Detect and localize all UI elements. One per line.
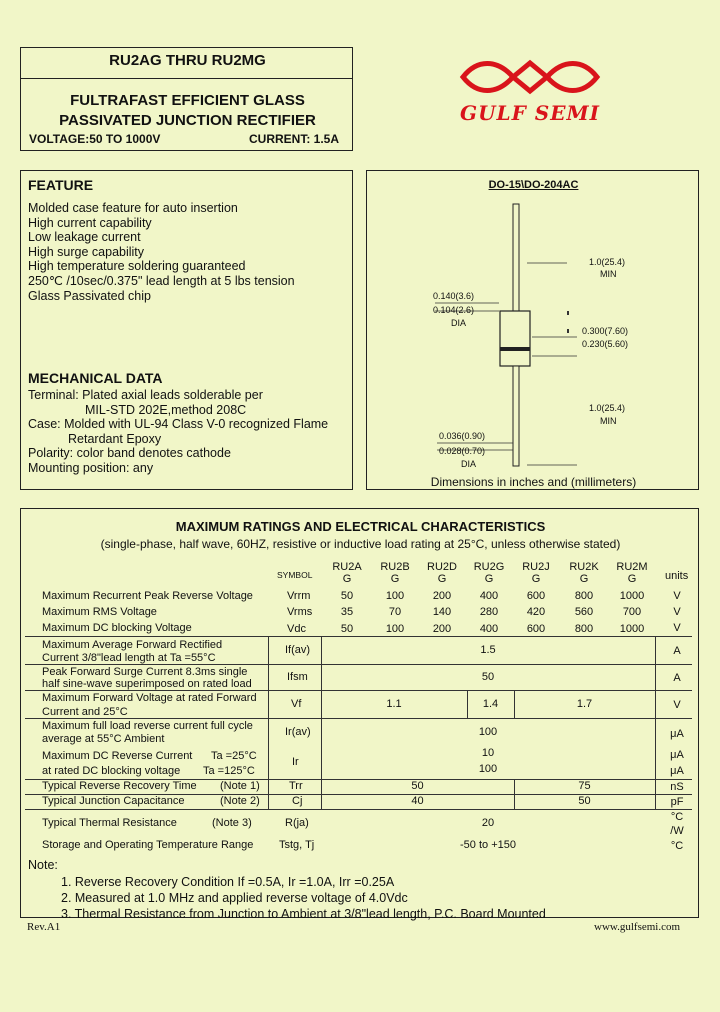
row-symbol: Cj [292,795,303,807]
row-symbol: Ir(av) [285,726,311,738]
lead-dia-max: 0.036(0.90) [439,431,486,441]
symbol-header: SYMBOL [277,570,313,580]
row-label: Peak Forward Surge Current 8.3ms single [42,666,248,678]
feature-list [28,201,295,303]
package-box [366,170,699,490]
value-cell: 200 [432,590,452,602]
part-name: RU2G [473,561,505,573]
row-condition: Ta =125°C [203,765,255,777]
value-cell: 1.4 [482,698,499,710]
dimensions-caption: Dimensions in inches and (millimeters) [430,475,637,489]
row-symbol: If(av) [285,644,311,656]
table-rule [655,636,656,809]
unit-cell: A [673,645,681,657]
part-name: RU2A [332,561,362,573]
units-header: units [665,570,689,582]
feature-item: High surge capability [28,244,145,259]
value-cell: 1.1 [386,698,402,710]
row-symbol: Vdc [287,623,306,635]
mechanical-line: Polarity: color band denotes cathode [28,446,231,461]
row-label: Maximum full load reverse current full cycle [42,720,253,732]
value-cell: 100 [385,623,405,635]
mechanical-line: MIL-STD 202E,method 208C [85,402,247,417]
row-note: (Note 1) [220,780,260,792]
lead-dia-min: 0.028(0.70) [439,446,486,456]
value-cell: 50 [340,623,354,635]
body-dia-min: 0.104(2.6) [433,305,475,315]
value-cell: 20 [481,817,495,829]
value-cell: 50 [481,671,495,683]
title-line2: PASSIVATED JUNCTION RECTIFIER [59,112,316,129]
value-cell: 140 [432,606,452,618]
table-rule [25,690,692,691]
feature-heading: FEATURE [28,177,94,193]
body-dia-label: DIA [451,318,467,328]
unit-cell: A [673,672,681,684]
row-symbol: Trr [289,780,303,792]
row-label: Maximum DC blocking Voltage [42,622,192,634]
part-header-b [373,561,417,585]
unit-cell: V [673,622,681,634]
value-cell: 600 [526,590,546,602]
value-cell: 50 [411,780,424,792]
lead-bot-length: 1.0(25.4) [589,403,626,413]
part-suffix: G [579,573,589,585]
value-cell: 100 [478,726,498,738]
unit-cell: μA [670,728,684,740]
body-len-min: 0.230(5.60) [582,339,629,349]
feature-item: High temperature soldering guaranteed [28,259,246,274]
part-header-k [562,561,606,585]
row-label: Maximum DC Reverse Current [42,750,193,762]
title-line1: FULTRAFAST EFFICIENT GLASS [70,92,305,109]
value-cell: -50 to +150 [460,839,516,851]
part-name: RU2M [616,561,648,573]
mechanical-list [28,388,328,476]
body-dia-max: 0.140(3.6) [433,291,475,301]
row-note: (Note 2) [220,795,260,807]
row-label: Typical Thermal Resistance [42,817,177,829]
value-cell: 100 [385,590,405,602]
value-cell: 700 [622,606,642,618]
note-item: 2. Measured at 1.0 MHz and applied reverse voltage of 4.0Vdc [61,891,408,905]
unit-cell: °C [670,840,684,852]
current-rating: CURRENT: 1.5A [249,132,340,146]
row-label: Maximum Average Forward Rectified [42,639,223,651]
lead-top-min: MIN [600,269,617,279]
row-symbol: Vrms [287,606,313,618]
row-label: Storage and Operating Temperature Range [42,839,254,851]
mechanical-line: Retardant Epoxy [68,431,162,446]
part-range: RU2AG THRU RU2MG [109,52,266,69]
header-box [20,47,353,151]
feature-box [20,170,353,490]
part-header-d [420,561,464,585]
row-label: at rated DC blocking voltage [42,765,181,777]
value-cell: 560 [574,606,594,618]
lead-bot-min: MIN [600,416,617,426]
part-header-a [325,561,369,585]
part-name: RU2K [569,561,599,573]
value-cell: 1000 [619,623,645,635]
feature-item: Glass Passivated chip [28,288,151,303]
header-divider [21,78,352,79]
note-item: 3. Thermal Resistance from Junction to Ambient at 3/8"lead length, P.C. Board Mounted [61,907,546,921]
value-cell: 50 [578,795,591,807]
row-symbol: Ir [292,756,299,768]
value-cell: 1.7 [576,698,593,710]
value-cell: 1000 [619,590,645,602]
value-cell: 50 [340,590,354,602]
mechanical-line: Case: Molded with UL-94 Class V-0 recognized Flame [28,417,329,432]
voltage-rating: VOLTAGE:50 TO 1000V [29,132,161,146]
table-rule [25,636,692,637]
part-name: RU2D [427,561,457,573]
unit-cell: nS [670,781,684,793]
value-cell: 400 [479,590,499,602]
gulf-semi-logo [455,55,605,130]
value-cell: 70 [388,606,402,618]
row-label: Maximum RMS Voltage [42,606,157,618]
row-symbol: R(ja) [285,817,309,829]
row-label: Typical Reverse Recovery Time [42,780,197,792]
value-cell: 800 [574,623,594,635]
part-suffix: G [437,573,447,585]
website-link[interactable]: www.gulfsemi.com [594,921,681,933]
part-header-j [514,561,558,585]
value-cell: 420 [526,606,546,618]
value-cell: 75 [578,780,591,792]
unit-cell: μA [670,765,684,777]
unit-cell: /W [670,825,684,837]
part-suffix: G [342,573,352,585]
notes-heading: Note: [28,858,58,872]
part-name: RU2B [380,561,410,573]
part-suffix: G [627,573,637,585]
row-symbol: Vrrm [287,590,311,602]
table-rule [25,664,692,665]
table-rule [25,809,692,810]
value-cell: 35 [340,606,354,618]
row-label: Current and 25°C [42,706,128,718]
ratings-subtitle: (single-phase, half wave, 60HZ, resistive or inductive load rating at 25°C, unless otherwise stated) [100,537,621,551]
part-name: RU2J [522,561,550,573]
feature-item: 250℃ /10sec/0.375" lead length at 5 lbs tension [28,273,295,288]
value-cell: 800 [574,590,594,602]
value-cell: 400 [479,623,499,635]
package-name: DO-15\DO-204AC [488,179,579,191]
lead-top-length: 1.0(25.4) [589,257,626,267]
table-rule [268,636,269,809]
part-suffix: G [484,573,494,585]
feature-item: Molded case feature for auto insertion [28,201,238,215]
row-symbol: Tstg, Tj [279,839,315,851]
value-cell: 1.5 [480,644,496,656]
part-header-m [610,561,654,585]
ratings-title: MAXIMUM RATINGS AND ELECTRICAL CHARACTERISTICS [175,519,546,534]
body-len-max: 0.300(7.60) [582,326,629,336]
part-suffix: G [531,573,541,585]
row-note: (Note 3) [212,817,252,829]
mechanical-line: Mounting position: any [28,460,154,475]
feature-item: High current capability [28,215,152,230]
value-cell: 100 [478,763,498,775]
table-rule [25,718,692,719]
unit-cell: V [673,606,681,618]
value-cell: 600 [526,623,546,635]
row-label: half sine-wave superimposed on rated load [42,678,252,690]
diode-outline-drawing [367,171,698,489]
value-cell: 200 [432,623,452,635]
row-label: Current 3/8"lead length at Ta =55°C [42,652,216,664]
logo-text: GULF SEMI [460,101,600,125]
revision-label: Rev.A1 [27,921,61,933]
mechanical-line: Terminal: Plated axial leads solderable per [28,388,263,402]
mechanical-heading: MECHANICAL DATA [28,370,163,386]
unit-cell: °C [670,811,684,823]
row-label: Maximum Forward Voltage at rated Forward [42,692,257,704]
row-label: Maximum Recurrent Peak Reverse Voltage [42,590,253,602]
row-symbol: Vf [291,698,302,710]
row-symbol: Ifsm [287,671,308,683]
note-item: 1. Reverse Recovery Condition If =0.5A, Ir =1.0A, Irr =0.25A [61,875,395,889]
row-condition: Ta =25°C [211,750,257,762]
row-label: average at 55°C Ambient [42,733,165,745]
part-header-g [467,561,511,585]
unit-cell: V [673,699,681,711]
row-label: Typical Junction Capacitance [42,795,185,807]
unit-cell: V [673,590,681,602]
part-suffix: G [390,573,400,585]
feature-item: Low leakage current [28,230,141,245]
value-cell: 280 [479,606,499,618]
value-cell: 40 [411,795,424,807]
unit-cell: pF [670,796,684,808]
lead-dia-label: DIA [461,459,477,469]
value-cell: 10 [481,747,495,759]
unit-cell: μA [670,749,684,761]
logo-emblem-icon [455,55,605,100]
